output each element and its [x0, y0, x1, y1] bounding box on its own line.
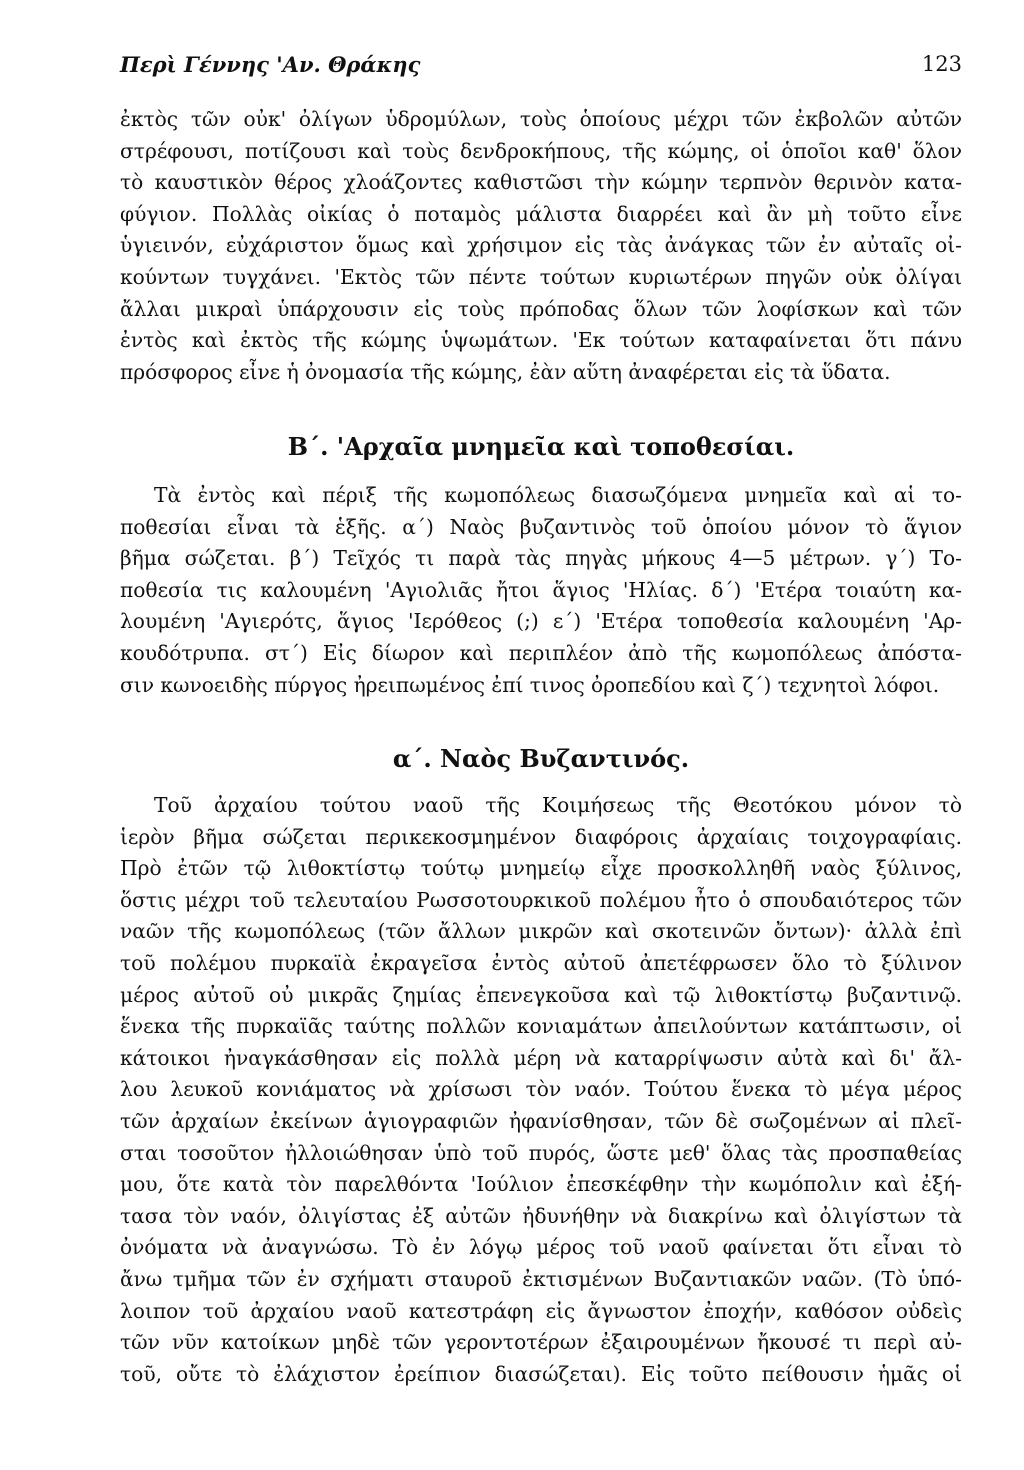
paragraph-section-b: [120, 480, 962, 701]
section-heading-b: Β΄. 'Αρχαῖα μνημεῖα καὶ τοποθεσίαι.: [287, 432, 795, 461]
text-line: στρέφουσι, ποτίζουσι καὶ τοὺς δενδροκήπους, τῆς κώμης, οἱ ὁποῖοι καθ' ὅλον: [120, 138, 962, 163]
text-line: ποθεσίαι εἶναι τὰ ἑξῆς. α΄) Ναὸς βυζαντινὸς τοῦ ὁποίου μόνον τὸ ἅγιον: [120, 514, 962, 539]
text-line: κούντων τυγχάνει. 'Εκτὸς τῶν πέντε τούτων κυριωτέρων πηγῶν οὐκ ὀλίγαι: [120, 264, 962, 289]
text-line: μέρος αὐτοῦ οὐ μικρᾶς ζημίας ἐπενεγκοῦσα καὶ τῷ λιθοκτίστῳ βυζαντινῷ.: [120, 982, 962, 1007]
text-line: λουμένη 'Αγιερότς, ἅγιος 'Ιερόθεος (;) ε΄) 'Ετέρα τοποθεσία καλουμένη 'Αρ-: [120, 609, 962, 634]
text-line: τῶν νῦν κατοίκων μηδὲ τῶν γεροντοτέρων ἐξαιρουμένων ἤκουσέ τι περὶ αὐ-: [120, 1330, 962, 1355]
text-line: ἱερὸν βῆμα σώζεται περικεκοσμημένον διαφόροις ἀρχαίαις τοιχογραφίαις.: [120, 824, 962, 849]
text-line: πρόσφορος εἶνε ἡ ὀνομασία τῆς κώμης, ἐὰν αὕτη ἀναφέρεται εἰς τὰ ὕδατα.: [120, 359, 891, 384]
text-line: ἐντὸς καὶ ἐκτὸς τῆς κώμης ὑψωμάτων. 'Εκ τούτων καταφαίνεται ὅτι πάνυ: [120, 328, 962, 353]
text-line: ἕνεκα τῆς πυρκαϊᾶς ταύτης πολλῶν κονιαμάτων ἀπειλούντων κατάπτωσιν, οἱ: [120, 1014, 962, 1039]
section-heading-a: α΄. Ναὸς Βυζαντινός.: [392, 744, 690, 773]
running-title: Περὶ Γέννης 'Αν. Θράκης: [120, 52, 421, 77]
text-line: Τοῦ ἀρχαίου τούτου ναοῦ τῆς Κοιμήσεως τῆς Θεοτόκου μόνον τὸ: [154, 793, 962, 817]
text-line: φύγιον. Πολλὰς οἰκίας ὁ ποταμὸς μάλιστα διαρρέει καὶ ἂν μὴ τοῦτο εἶνε: [120, 201, 962, 226]
page-number: 123: [921, 52, 962, 76]
text-line: τὸ καυστικὸν θέρος χλοάζοντες καθιστῶσι τὴν κώμην τερπνὸν θερινὸν κατα-: [120, 170, 962, 195]
running-head: [120, 52, 962, 82]
paragraph-1: [120, 104, 962, 388]
text-line: τοῦ, οὔτε τὸ ἐλάχιστον ἐρείπιον διασώζεται). Εἰς τοῦτο πείθουσιν ἡμᾶς οἱ: [120, 1361, 962, 1386]
text-line: ὀνόματα νὰ ἀναγνώσω. Τὸ ἐν λόγῳ μέρος τοῦ ναοῦ φαίνεται ὅτι εἶναι τὸ: [120, 1235, 962, 1260]
text-line: ἄλλαι μικραὶ ὑπάρχουσιν εἰς τοὺς πρόποδας ὅλων τῶν λοφίσκων καὶ τῶν: [120, 296, 962, 321]
text-line: σιν κωνοειδὴς πύργος ἠρειπωμένος ἐπί τινος ὀροπεδίου καὶ ζ΄) τεχνητοὶ λόφοι.: [120, 672, 940, 697]
text-line: τοῦ πολέμου πυρκαϊὰ ἐκραγεῖσα ἐντὸς αὐτοῦ ἀπετέφρωσεν ὅλο τὸ ξύλινον: [120, 950, 962, 975]
text-line: Πρὸ ἐτῶν τῷ λιθοκτίστῳ τούτῳ μνημείῳ εἶχε προσκολληθῆ ναὸς ξύλινος,: [120, 856, 962, 881]
text-line: λοιπον τοῦ ἀρχαίου ναοῦ κατεστράφη εἰς ἄγνωστον ἐποχήν, καθόσον οὐδεὶς: [120, 1298, 962, 1323]
text-line: κουδότρυπα. στ΄) Εἰς δίωρον καὶ περιπλέον ἀπὸ τῆς κωμοπόλεως ἀπόστα-: [120, 640, 962, 665]
text-line: ἄνω τμῆμα τῶν ἐν σχήματι σταυροῦ ἐκτισμένων Βυζαντιακῶν ναῶν. (Τὸ ὑπό-: [120, 1266, 962, 1291]
text-line: Τὰ ἐντὸς καὶ πέριξ τῆς κωμοπόλεως διασωζόμενα μνημεῖα καὶ αἱ το-: [154, 483, 962, 507]
text-line: βῆμα σώζεται. β΄) Τεῖχός τι παρὰ τὰς πηγὰς μήκους 4—5 μέτρων. γ΄) Το-: [120, 546, 962, 571]
paragraph-section-a: [120, 790, 962, 1390]
text-line: ὅστις μέχρι τοῦ τελευταίου Ρωσσοτουρκικοῦ πολέμου ἦτο ὁ σπουδαιότερος τῶν: [120, 887, 962, 912]
text-line: τασα τὸν ναόν, ὀλιγίστας ἐξ αὐτῶν ἠδυνήθην νὰ διακρίνω καὶ ὀλιγίστων τὰ: [120, 1203, 962, 1228]
text-line: κάτοικοι ἠναγκάσθησαν εἰς πολλὰ μέρη νὰ καταρρίψωσιν αὐτὰ καὶ δι' ἄλ-: [120, 1045, 962, 1070]
text-line: σται τοσοῦτον ἠλλοιώθησαν ὑπὸ τοῦ πυρός, ὥστε μεθ' ὅλας τὰς προσπαθείας: [120, 1140, 962, 1165]
text-line: ὑγιεινόν, εὐχάριστον ὅμως καὶ χρήσιμον εἰς τὰς ἀνάγκας τῶν ἐν αὐταῖς οἰ-: [120, 233, 962, 258]
text-line: μου, ὅτε κατὰ τὸν παρελθόντα 'Ιούλιον ἐπεσκέφθην τὴν κωμόπολιν καὶ ἐξή-: [120, 1172, 962, 1197]
text-line: ναῶν τῆς κωμοπόλεως (τῶν ἄλλων μικρῶν καὶ σκοτεινῶν ὄντων)· ἀλλὰ ἐπὶ: [120, 919, 962, 944]
text-line: ποθεσία τις καλουμένη 'Αγιολιᾶς ἤτοι ἅγιος 'Ηλίας. δ΄) 'Ετέρα τοιαύτη κα-: [120, 577, 962, 602]
text-line: λου λευκοῦ κονιάματος νὰ χρίσωσι τὸν ναόν. Τούτου ἕνεκα τὸ μέγα μέρος: [120, 1077, 962, 1102]
text-line: τῶν ἀρχαίων ἐκείνων ἁγιογραφιῶν ἠφανίσθησαν, τῶν δὲ σωζομένων αἱ πλεῖ-: [120, 1108, 962, 1133]
text-line: ἐκτὸς τῶν οὐκ' ὀλίγων ὑδρομύλων, τοὺς ὁποίους μέχρι τῶν ἐκβολῶν αὐτῶν: [120, 107, 962, 131]
